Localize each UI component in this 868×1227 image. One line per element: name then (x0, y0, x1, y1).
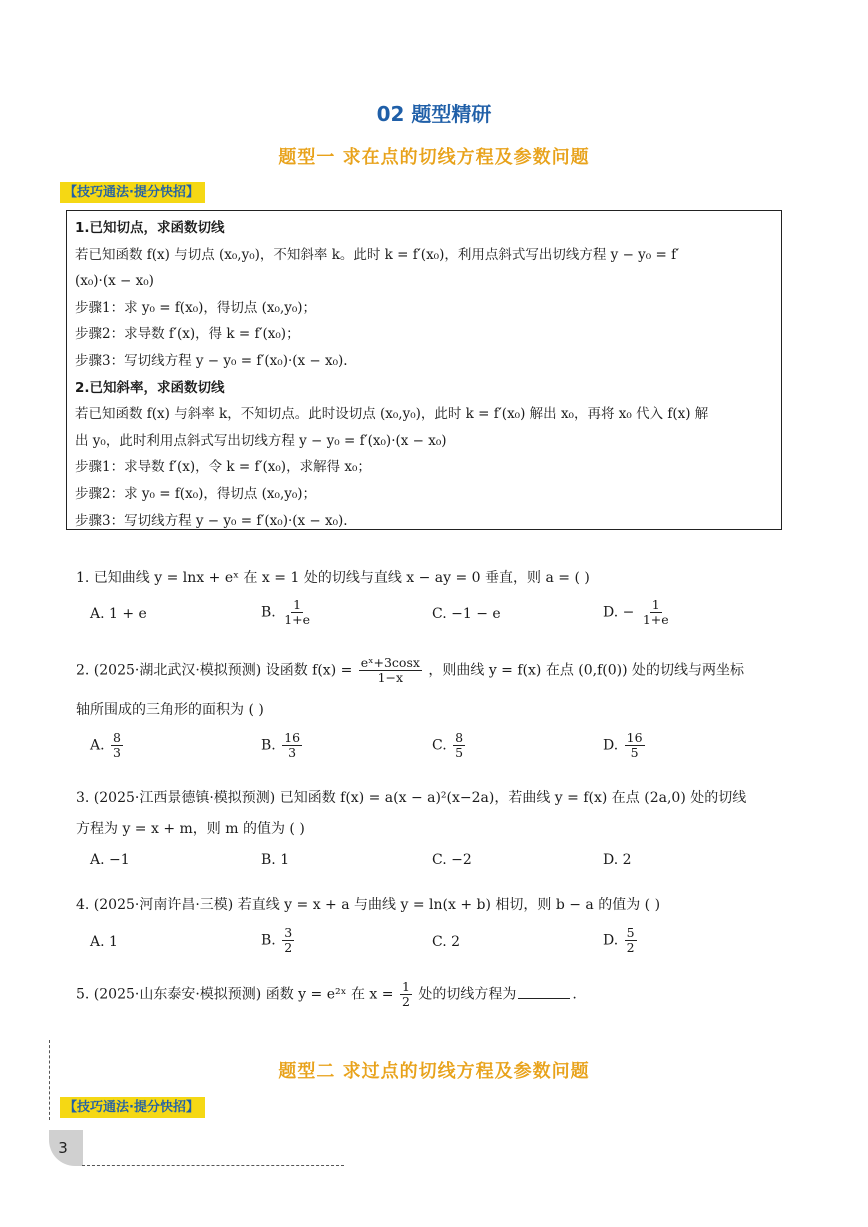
numerator: eˣ+3cosx (360, 655, 420, 670)
question-2-lead: 2. (2025·湖北武汉·模拟预测) 设函数 f(x) = (76, 662, 353, 679)
tip-line: 出 y₀，此时利用点斜式写出切线方程 y − y₀ = f′(x₀)·(x − x₀) (75, 432, 447, 449)
tip-line: 步骤1：求导数 f′(x)，令 k = f′(x₀)，求解得 x₀； (75, 459, 371, 476)
numerator: 16 (626, 730, 643, 745)
tip-heading-1: 1.已知切点，求函数切线 (75, 220, 225, 236)
q4-option-b (261, 926, 296, 955)
tip-heading-2: 2.已知斜率，求函数切线 (75, 379, 225, 396)
denominator: 5 (630, 745, 639, 760)
fraction (641, 598, 671, 627)
footer-dashed-line (82, 1165, 344, 1166)
page-title: 02 题型精研 (376, 102, 492, 126)
q3-option-a: A. −1 (90, 852, 130, 868)
question-4: 4. (2025·河南许昌·三模) 若直线 y = x + a 与曲线 y = ln(x + b) 相切，则 b − a 的值为 ( ) (76, 897, 661, 913)
option-label: A. (90, 737, 105, 754)
fraction (625, 731, 645, 760)
q3-option-d: D. 2 (603, 852, 632, 868)
question-3-line-2: 方程为 y = x + m，则 m 的值为 ( ) (76, 821, 305, 837)
denominator: 3 (113, 745, 121, 760)
q2-option-c (432, 731, 467, 760)
numerator: 8 (113, 730, 121, 745)
denominator: 1+e (642, 612, 669, 627)
q4-option-d (603, 926, 639, 955)
page-number-badge (49, 1130, 83, 1166)
question-2-line-2: 轴所围成的三角形的面积为 ( ) (76, 702, 264, 718)
tip-tag: 【技巧通法·提分快招】 (60, 182, 205, 203)
numerator: 1 (293, 597, 302, 612)
denominator: 5 (455, 745, 464, 760)
page-number: 3 (58, 1139, 68, 1157)
option-label: D. (603, 932, 619, 949)
answer-blank[interactable] (518, 998, 570, 999)
q4-option-a: A. 1 (90, 934, 118, 950)
fraction (359, 656, 422, 685)
q4-option-c: C. 2 (432, 934, 461, 950)
tip-line: 步骤2：求 y₀ = f(x₀)，得切点 (x₀,y₀)； (75, 485, 317, 502)
q2-option-d (603, 731, 647, 760)
tip-line: 步骤1：求 y₀ = f(x₀)，得切点 (x₀,y₀)； (75, 299, 317, 316)
fraction (282, 598, 312, 627)
numerator: 1 (401, 979, 410, 994)
option-label: B. (261, 932, 276, 949)
fraction (625, 926, 637, 955)
question-5-end: . (572, 986, 577, 1003)
option-label: D. − (603, 604, 635, 621)
question-5-lead: 5. (2025·山东泰安·模拟预测) 函数 y = e²ˣ 在 x = (76, 986, 394, 1003)
tip-line: 步骤3：写切线方程 y − y₀ = f′(x₀)·(x − x₀). (75, 352, 348, 369)
numerator: 8 (455, 730, 464, 745)
tip-line: 若已知函数 f(x) 与斜率 k，不知切点。此时设切点 (x₀,y₀)，此时 k = f′(x₀) 解出 x₀，再将 x₀ 代入 f(x) 解 (75, 406, 709, 423)
option-label: C. (432, 737, 447, 754)
question-2 (76, 656, 744, 685)
numerator: 3 (284, 925, 293, 940)
numerator: 1 (651, 597, 660, 612)
q2-option-b (261, 731, 304, 760)
numerator: 5 (626, 925, 635, 940)
tip-box (66, 210, 782, 530)
option-label: B. (261, 604, 276, 621)
option-label: B. (261, 737, 276, 754)
q2-option-a (90, 731, 125, 760)
section-title-2: 题型二 求过点的切线方程及参数问题 (278, 1061, 590, 1082)
fraction (400, 980, 412, 1009)
question-1: 1. 已知曲线 y = lnx + eˣ 在 x = 1 处的切线与直线 x − ay = 0 垂直，则 a = ( ) (76, 570, 590, 586)
denominator: 1−x (377, 670, 404, 685)
q3-option-c: C. −2 (432, 852, 472, 868)
q1-option-b (261, 598, 314, 627)
denominator: 3 (288, 745, 297, 760)
fraction (453, 731, 465, 760)
tip-tag-2: 【技巧通法·提分快招】 (60, 1097, 205, 1118)
question-3: 3. (2025·江西景德镇·模拟预测) 已知函数 f(x) = a(x − a)²(x−2a)，若曲线 y = f(x) 在点 (2a,0) 处的切线 (76, 790, 747, 806)
question-5 (76, 980, 577, 1009)
margin-dashed-line (49, 1040, 50, 1120)
option-label: D. (603, 737, 619, 754)
tip-line: 步骤2：求导数 f′(x)，得 k = f′(x₀)； (75, 326, 300, 343)
question-5-tail: 处的切线方程为 (418, 986, 517, 1003)
q1-option-a: A. 1 + e (90, 606, 147, 622)
tip-line: (x₀)·(x − x₀) (75, 273, 154, 290)
denominator: 2 (284, 940, 293, 955)
q1-option-c: C. −1 − e (432, 606, 501, 622)
q3-option-b: B. 1 (261, 852, 290, 868)
q1-option-d (603, 598, 673, 627)
question-2-tail: ，则曲线 y = f(x) 在点 (0,f(0)) 处的切线与两坐标 (428, 662, 745, 679)
tip-line: 若已知函数 f(x) 与切点 (x₀,y₀)，不知斜率 k。此时 k = f′(x₀)，利用点斜式写出切线方程 y − y₀ = f′ (75, 246, 680, 263)
fraction (282, 926, 294, 955)
denominator: 2 (401, 994, 410, 1009)
denominator: 2 (626, 940, 635, 955)
denominator: 1+e (284, 612, 311, 627)
tip-line: 步骤3：写切线方程 y − y₀ = f′(x₀)·(x − x₀). (75, 512, 348, 529)
fraction (111, 731, 123, 760)
numerator: 16 (284, 730, 301, 745)
section-title-1: 题型一 求在点的切线方程及参数问题 (278, 147, 590, 168)
fraction (282, 731, 302, 760)
